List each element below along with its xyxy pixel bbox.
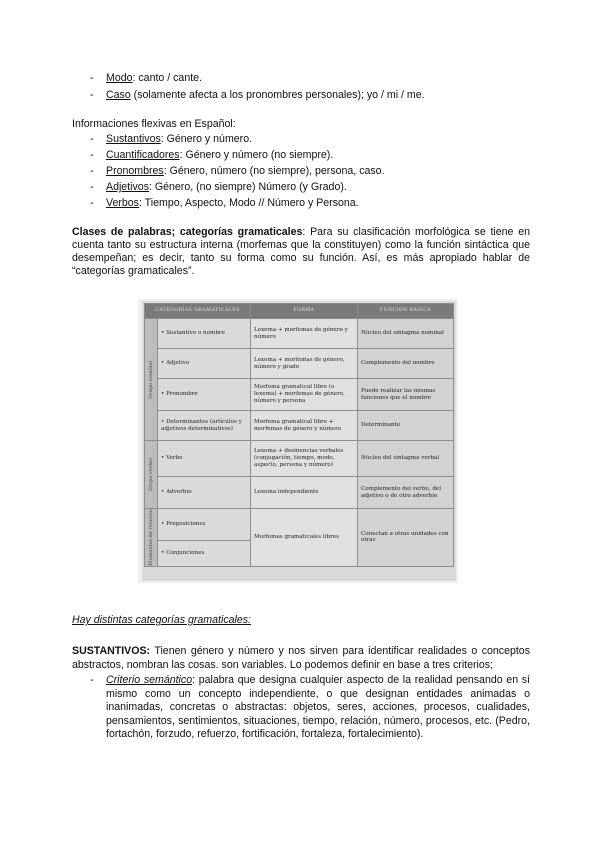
flexivas-list xyxy=(72,133,530,210)
document-page xyxy=(72,70,530,278)
table-row: Grupo nominal • Sustantivo o nombre Lexema + morfemas de género y número Núcleo del sintagma nominal xyxy=(145,319,454,349)
list-item: - Adjetivos: Género, (no siempre) Número (y Grado). xyxy=(72,181,530,194)
table-row: Elementos de relación • Preposiciones Morfemas gramaticales libres Conectan a otras unidades con otras xyxy=(145,509,454,541)
table-row: • Adverbio Lexema independiente Complemento del verbo, del adjetivo o de otro adverbio xyxy=(145,477,454,509)
criterios-list xyxy=(72,674,530,742)
list-item: - Pronombres: Género, número (no siempre), persona, caso. xyxy=(72,165,530,178)
table-row: • Adjetivo Lexema + morfemas de género, número y grado Complemento del nombre xyxy=(145,349,454,379)
flexivas-heading: Informaciones flexivas en Español: xyxy=(72,118,236,130)
table-row: • Determinantes (artículos y adjetivos determinativos) Morfema gramatical libre + morfemas de género y número Determinante xyxy=(145,411,454,441)
list-item: - Caso (solamente afecta a los pronombres personales); yo / mi / me. xyxy=(72,89,530,102)
term-caso: Caso xyxy=(106,89,131,101)
lower-section xyxy=(72,614,530,742)
categorias-heading: Hay distintas categorías gramaticales: xyxy=(72,614,251,626)
header-categorias: CATEGORÍAS GRAMATICALES xyxy=(145,304,251,319)
header-funcion: FUNCIÓN BÁSICA xyxy=(358,304,454,319)
table-row: Grupo verbal • Verbo Lexema + desinencias verbales (conjugación, tiempo, modo, aspecto, persona y número) Núcleo del sintagma verbal xyxy=(145,441,454,477)
criterio-semantico-term: Criterio semántico xyxy=(106,674,193,686)
categories-table xyxy=(144,303,454,567)
header-forma: FORMA xyxy=(251,304,358,319)
table-row: • Pronombre Morfema gramatical libre (o lexema) + morfemas de género, número y persona Puede realizar las mismas funciones que el nombre xyxy=(145,379,454,411)
list-item: - Verbos: Tiempo, Aspecto, Modo // Número y Persona. xyxy=(72,197,530,210)
term-modo: Modo xyxy=(106,72,133,84)
grammar-table-photo xyxy=(138,299,458,583)
table-row: • Conjunciones xyxy=(145,541,454,567)
list-item: - Sustantivos: Género y número. xyxy=(72,133,530,146)
list-item: - Modo: canto / cante. xyxy=(72,72,530,85)
clases-paragraph: Clases de palabras; categorías gramaticales: Para su clasificación morfológica se tiene en cuenta tanto su estructura interna (morfemas que la constituyen) como la función sintáctica que desempeñan; es decir, tanto su forma como su función. Así, es más apropiado hablar de “categorías gramaticales”. xyxy=(72,226,530,277)
list-item: - Criterio semántico: palabra que designa cualquier aspecto de la realidad pensando en sí mismo como un concepto independiente, o que designan entidades animadas o inanimadas, concretas o abstractas: objetos, seres, acciones, procesos, cualidades, pensamientos, sentimientos, situaciones, tiempo, relación, número, procesos, etc. (Pedro, fortachón, forzudo, refuerzo, fortificación, fortaleza, fortalecimiento). xyxy=(72,674,530,742)
sustantivos-paragraph: SUSTANTIVOS: Tienen género y número y nos sirven para identificar realidades o conceptos abstractos, nombran las cosas. son variables. Lo podemos definir en base a tres criterios; xyxy=(72,645,530,671)
intro-list xyxy=(72,72,530,102)
list-item: - Cuantificadores: Género y número (no siempre). xyxy=(72,149,530,162)
